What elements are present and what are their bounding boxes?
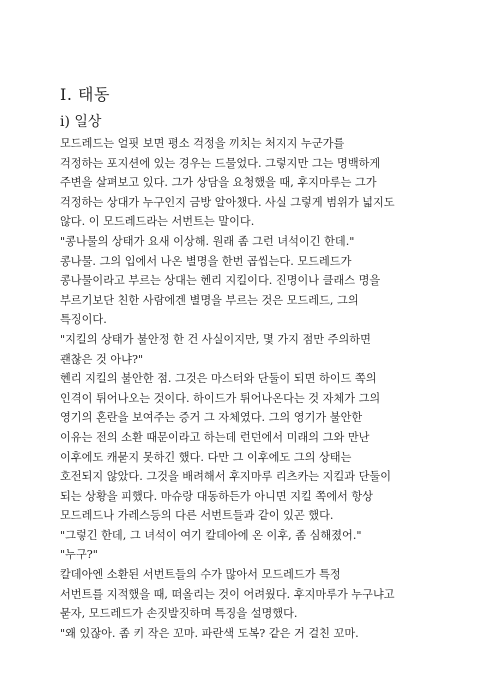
text-line: 모드레드는 얼핏 보면 평소 걱정을 끼치는 처지지 누군가를 [60, 137, 345, 150]
text-line: 묻자, 모드레드가 손짓발짓하며 특징을 설명했다. [60, 607, 298, 621]
text-line: "지킬의 상태가 불안정 한 건 사실이지만, 몇 가지 점만 주의하면 [60, 332, 371, 346]
text-line: "누구?" [60, 548, 98, 562]
text-line: 부르기보단 친한 사람에겐 별명을 부르는 것은 모드레드, 그의 [60, 293, 359, 307]
text-line: 호전되지 않았다. 그것을 배려해서 후지마루 리츠카는 지킬과 단둘이 [60, 470, 392, 484]
text-line: 주변을 살펴보고 있다. 그가 상담을 요청했을 때, 후지마루는 그가 [60, 176, 377, 190]
body-text [60, 134, 463, 643]
section-title: i) 일상 [60, 114, 102, 130]
text-line: "그렇긴 한데, 그 녀석이 여기 칼데아에 온 이후, 좀 심해졌어." [60, 528, 362, 542]
text-line: 콩나물. 그의 입에서 나온 별명을 한번 곱씹는다. 모드레드가 [60, 254, 352, 268]
text-line: 되는 상황을 피했다. 마슈랑 대동하든가 아니면 지킬 쪽에서 항상 [60, 489, 373, 503]
text-line: 않다. 이 모드레드라는 서번트는 말이다. [60, 215, 255, 229]
text-line: "왜 있잖아. 좀 키 작은 꼬마. 파란색 도복? 같은 거 걸친 꼬마. [60, 626, 359, 640]
text-line: 이유는 전의 소환 때문이라고 하는데 런던에서 미래의 그와 만난 [60, 430, 370, 444]
text-line: 모드레드나 가레스등의 다른 서번트들과 같이 있곤 했다. [60, 509, 334, 523]
text-line: 서번트를 지적했을 때, 떠올리는 것이 어려웠다. 후지마루가 누구냐고 [60, 587, 395, 601]
text-line: 이후에도 캐묻지 못하긴 했다. 다만 그 이후에도 그의 상태는 [60, 450, 352, 464]
chapter-title: I. 태동 [60, 85, 110, 104]
text-line: 헨리 지킬의 불안한 점. 그것은 마스터와 단둘이 되면 하이드 쪽의 [60, 372, 377, 386]
text-line: 콩나물이라고 부르는 상대는 헨리 지킬이다. 진명이나 클래스 명을 [60, 274, 381, 288]
text-line: 걱정하는 포지션에 있는 경우는 드물었다. 그렇지만 그는 명백하게 [60, 156, 381, 170]
text-line: 괜찮은 것 아냐?" [60, 352, 144, 366]
text-line: 특징이다. [60, 313, 107, 327]
text-line: 인격이 튀어나오는 것이다. 하이드가 튀어나온다는 것 자체가 그의 [60, 391, 381, 405]
text-line: "콩나물의 상태가 요새 이상해. 원래 좀 그런 녀석이긴 한데." [60, 234, 355, 248]
text-line: 걱정하는 상대가 누구인지 금방 알아챘다. 사실 그렇게 범위가 넓지도 [60, 195, 395, 209]
text-line: 영기의 혼란을 보여주는 증거 그 자체였다. 그의 영기가 불안한 [60, 411, 363, 425]
text-line: 칼데아엔 소환된 서번트들의 수가 많아서 모드레드가 특정 [60, 568, 341, 582]
